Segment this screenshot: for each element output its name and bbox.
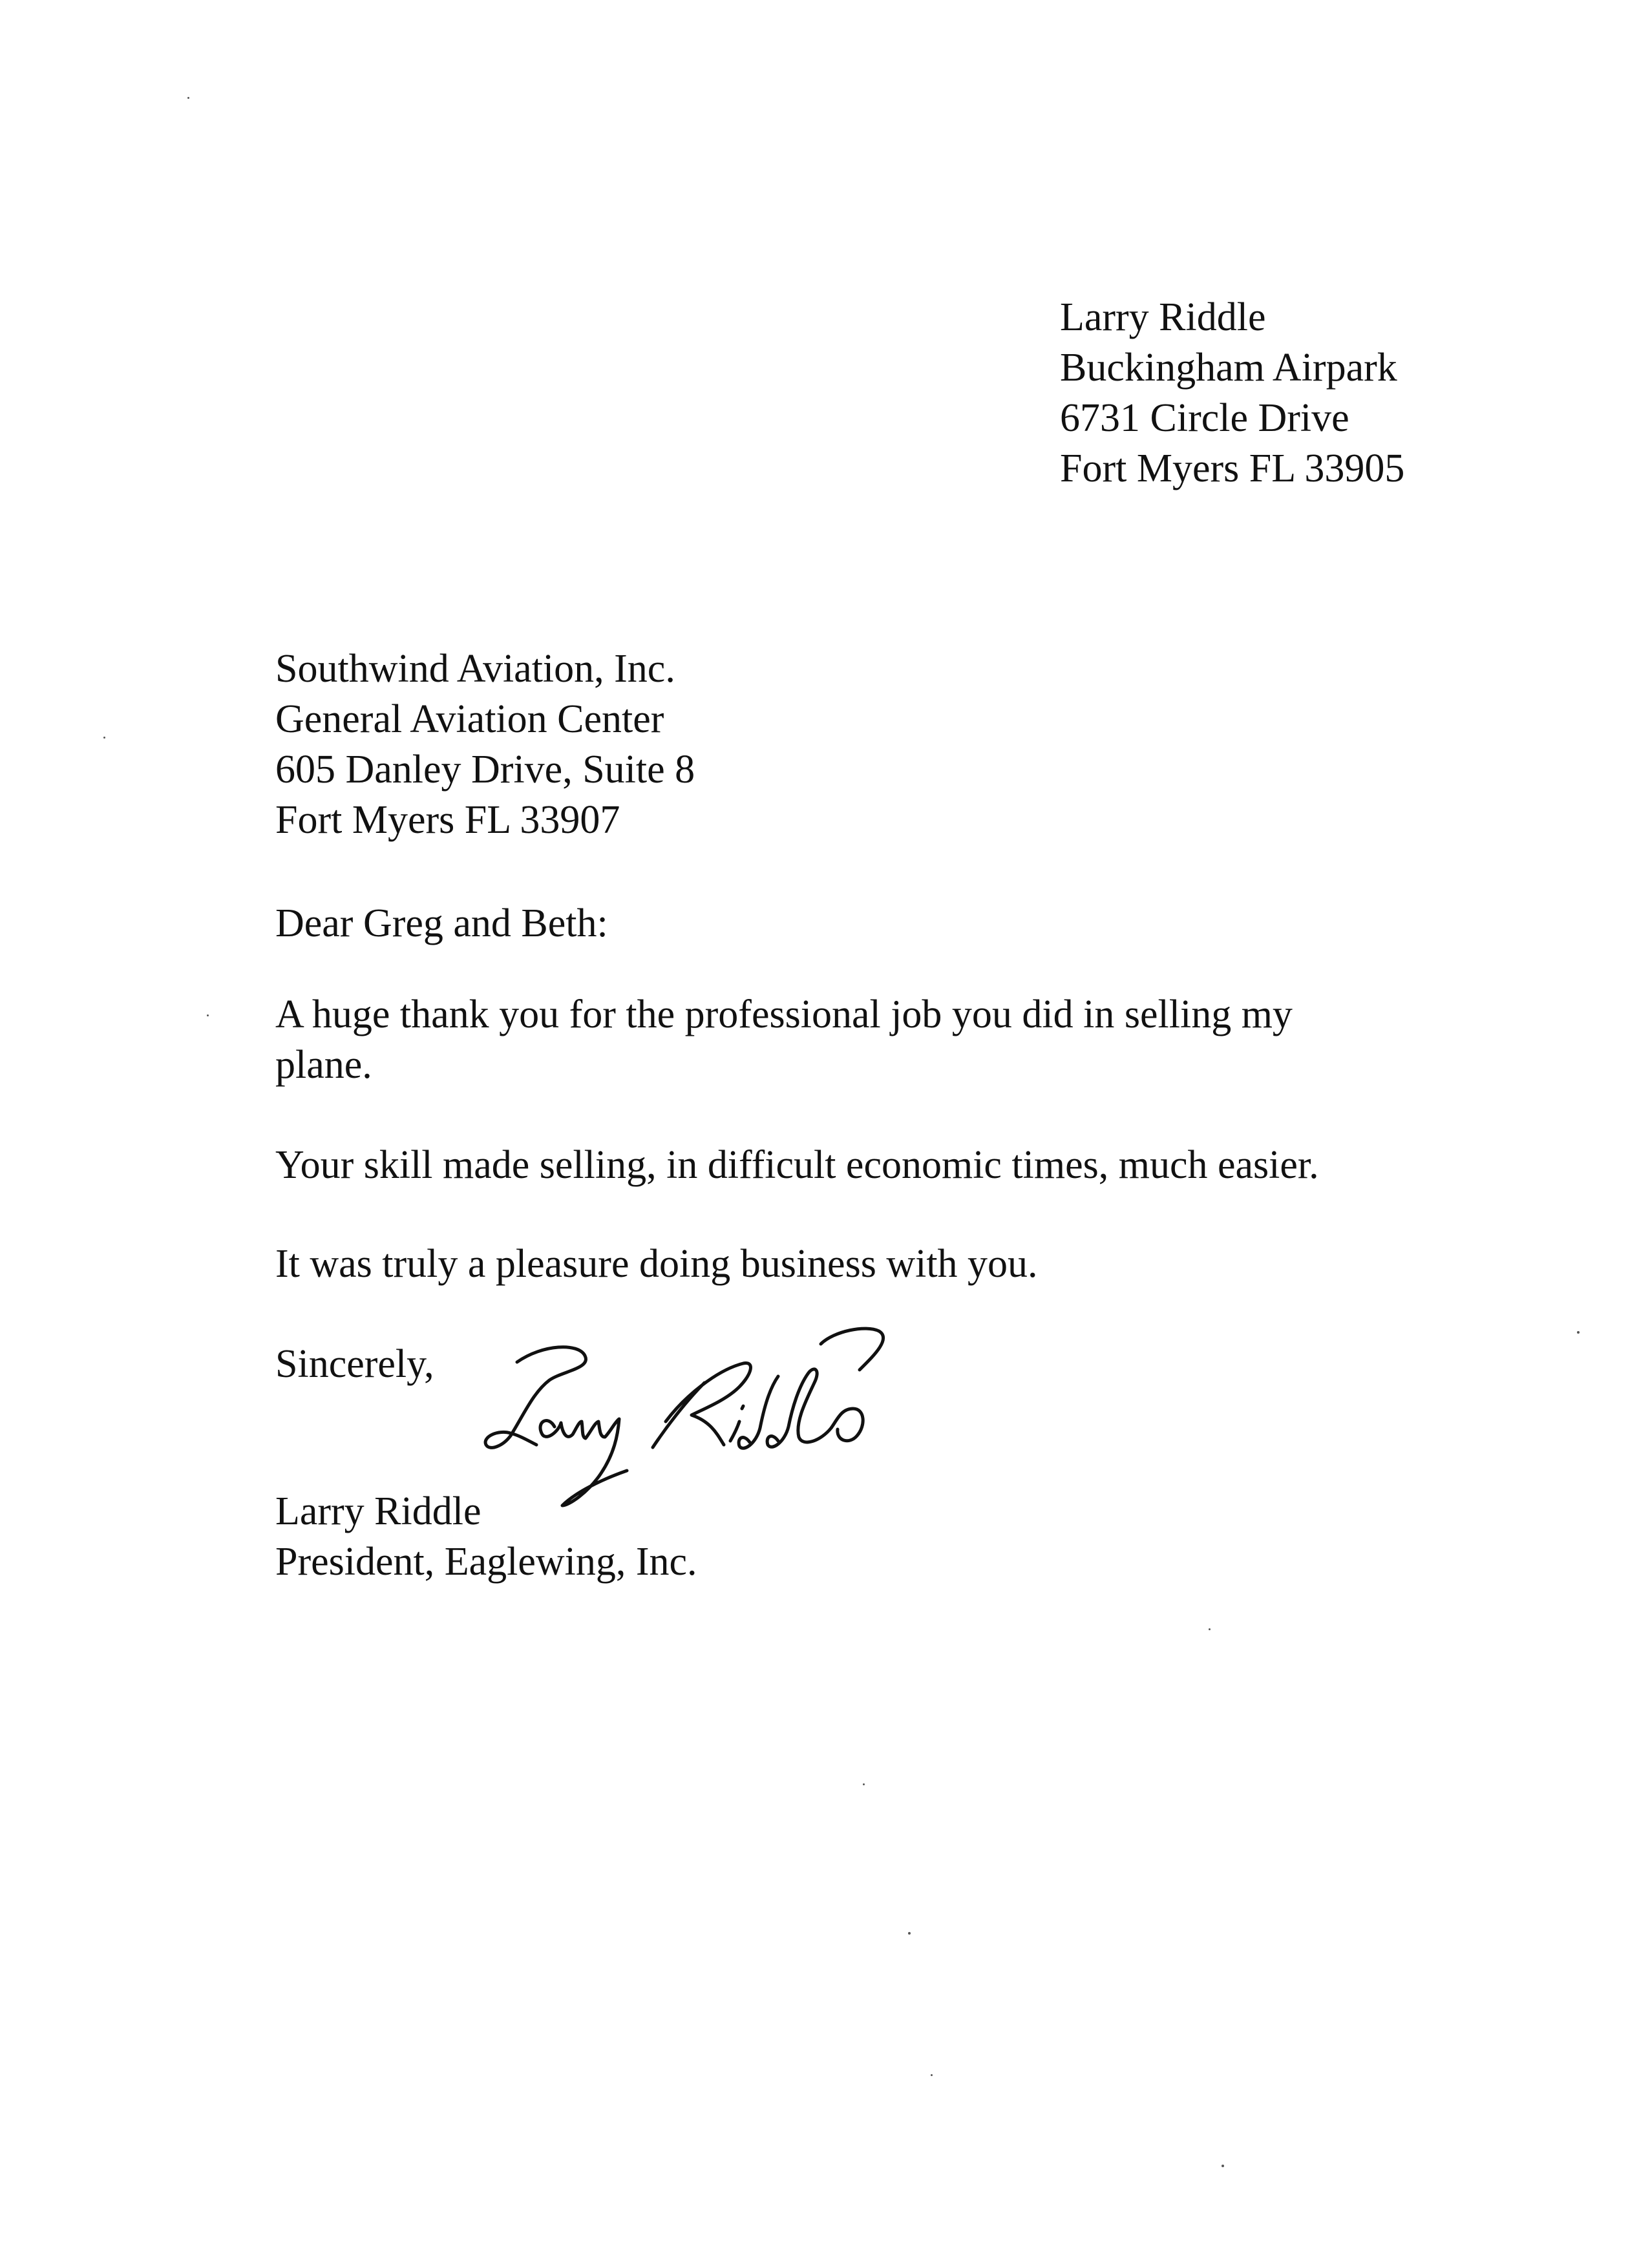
body-paragraph-1 [275, 989, 1503, 1090]
body-paragraph-1-line-1: A huge thank you for the professional job you did in selling my [275, 992, 1293, 1036]
sender-address-line-3: 6731 Circle Drive [1060, 396, 1349, 440]
signer-title: President, Eaglewing, Inc. [275, 1540, 697, 1584]
recipient-company: Southwind Aviation, Inc. [275, 647, 675, 691]
scan-speck [103, 737, 105, 739]
body-paragraph-1-line-2: plane. [275, 1043, 372, 1087]
recipient-address-line-3: 605 Danley Drive, Suite 8 [275, 748, 695, 792]
recipient-address-line-4: Fort Myers FL 33907 [275, 798, 620, 842]
signature-drawing [472, 1318, 989, 1512]
salutation: Dear Greg and Beth: [275, 901, 608, 945]
body-paragraph-3: It was truly a pleasure doing business with you. [275, 1242, 1038, 1286]
recipient-address-line-2: General Aviation Center [275, 697, 664, 741]
scan-speck [931, 2074, 933, 2076]
scan-speck [908, 1932, 911, 1935]
signer-name: Larry Riddle [275, 1489, 481, 1533]
scan-speck [1209, 1628, 1211, 1630]
closing: Sincerely, [275, 1342, 434, 1386]
recipient-address [275, 644, 695, 845]
scan-speck [187, 97, 189, 99]
handwritten-signature [472, 1318, 989, 1512]
scan-speck [207, 1014, 209, 1016]
sender-address-line-4: Fort Myers FL 33905 [1060, 446, 1405, 490]
scan-speck [863, 1783, 865, 1785]
scan-speck [1577, 1331, 1580, 1334]
sender-address-line-2: Buckingham Airpark [1060, 346, 1397, 390]
sender-address [1060, 292, 1404, 494]
sender-name: Larry Riddle [1060, 295, 1266, 339]
scan-speck [1222, 2165, 1224, 2167]
signature-block [275, 1486, 697, 1587]
body-paragraph-2: Your skill made selling, in difficult economic times, much easier. [275, 1143, 1319, 1187]
